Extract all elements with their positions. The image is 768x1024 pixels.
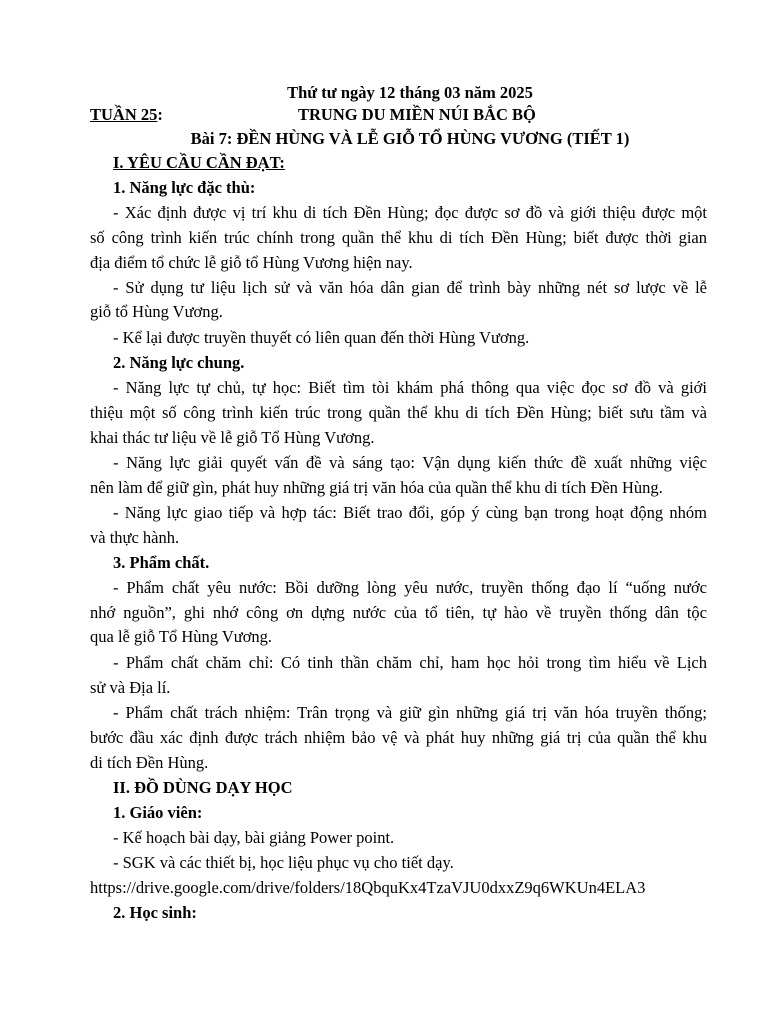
drive-link[interactable]: https://drive.google.com/drive/folders/18QbquKx4TzaVJU0dxxZ9q6WKUn4ELA3 [90, 878, 646, 897]
section-2-sub-1: 1. Giáo viên: [113, 803, 203, 822]
date-heading: Thứ tư ngày 12 tháng 03 năm 2025 [287, 83, 533, 102]
paragraph-line: khai thác tư liệu về lễ giỗ Tổ Hùng Vương. [90, 428, 375, 447]
paragraph-line: nhớ nguồn”, ghi nhớ công ơn dựng nước của tổ tiên, tự hào về truyền thống dân tộc [90, 603, 707, 622]
paragraph-line: - Kể lại được truyền thuyết có liên quan đến thời Hùng Vương. [113, 328, 530, 347]
paragraph-line: nên làm để giữ gìn, phát huy những giá trị văn hóa của quần thể khu di tích Đền Hùng. [90, 478, 663, 497]
paragraph-line: - Phẩm chất chăm chỉ: Có tinh thần chăm chỉ, ham học hỏi trong tìm hiểu về Lịch [113, 653, 707, 672]
paragraph-line: - Năng lực tự chủ, tự học: Biết tìm tòi khám phá thông qua việc đọc sơ đồ và giới [113, 378, 707, 397]
paragraph-line: - Kế hoạch bài dạy, bài giảng Power point. [113, 828, 395, 847]
section-1-sub-3: 3. Phẩm chất. [113, 553, 210, 572]
paragraph-line: - Phẩm chất trách nhiệm: Trân trọng và giữ gìn những giá trị văn hóa truyền thống; [113, 703, 707, 722]
week-colon: : [157, 105, 163, 124]
week-number: TUẦN 25 [90, 105, 158, 124]
paragraph-line: địa điểm tổ chức lễ giỗ tổ Hùng Vương hiện nay. [90, 253, 413, 272]
paragraph-line: - Phẩm chất yêu nước: Bồi dưỡng lòng yêu nước, truyền thống đạo lí “uống nước [113, 578, 707, 597]
paragraph-line: và thực hành. [90, 528, 180, 547]
paragraph-line: qua lễ giỗ Tổ Hùng Vương. [90, 627, 273, 646]
lesson-title: Bài 7: ĐỀN HÙNG VÀ LỄ GIỖ TỔ HÙNG VƯƠNG (TIẾT 1) [190, 129, 630, 148]
paragraph-line: - Sử dụng tư liệu lịch sử và văn hóa dân gian để trình bày những nét sơ lược về lễ [113, 278, 707, 297]
paragraph-line: sử và Địa lí. [90, 678, 171, 697]
week-label [90, 103, 163, 127]
paragraph-line: - Năng lực giao tiếp và hợp tác: Biết trao đổi, góp ý cùng bạn trong hoạt động nhóm [113, 503, 707, 522]
paragraph-line: thiệu một số công trình kiến trúc trong quần thể khu di tích Đền Hùng; biết sưu tầm và [90, 403, 707, 422]
paragraph-line: - Năng lực giải quyết vấn đề và sáng tạo: Vận dụng kiến thức đề xuất những việc [113, 453, 707, 472]
section-2-sub-2: 2. Học sinh: [113, 903, 197, 922]
section-1-title: I. YÊU CẦU CẦN ĐẠT: [113, 153, 285, 172]
paragraph-line: số công trình kiến trúc chính trong quần thể khu di tích Đền Hùng; biết được thời gian [90, 228, 707, 247]
section-1-sub-2: 2. Năng lực chung. [113, 353, 245, 372]
region-heading: TRUNG DU MIỀN NÚI BẮC BỘ [298, 105, 536, 124]
paragraph-line: bước đầu xác định được trách nhiệm bảo vệ và phát huy những giá trị của quần thể khu [90, 728, 707, 747]
paragraph-line: - SGK và các thiết bị, học liệu phục vụ cho tiết dạy. [113, 853, 454, 872]
paragraph-line: - Xác định được vị trí khu di tích Đền Hùng; đọc được sơ đồ và giới thiệu được một [113, 203, 707, 222]
paragraph-line: di tích Đền Hùng. [90, 753, 209, 772]
paragraph-line: giỗ tổ Hùng Vương. [90, 302, 223, 321]
section-1-sub-1: 1. Năng lực đặc thù: [113, 178, 256, 197]
section-2-title: II. ĐỒ DÙNG DẠY HỌC [113, 778, 293, 797]
